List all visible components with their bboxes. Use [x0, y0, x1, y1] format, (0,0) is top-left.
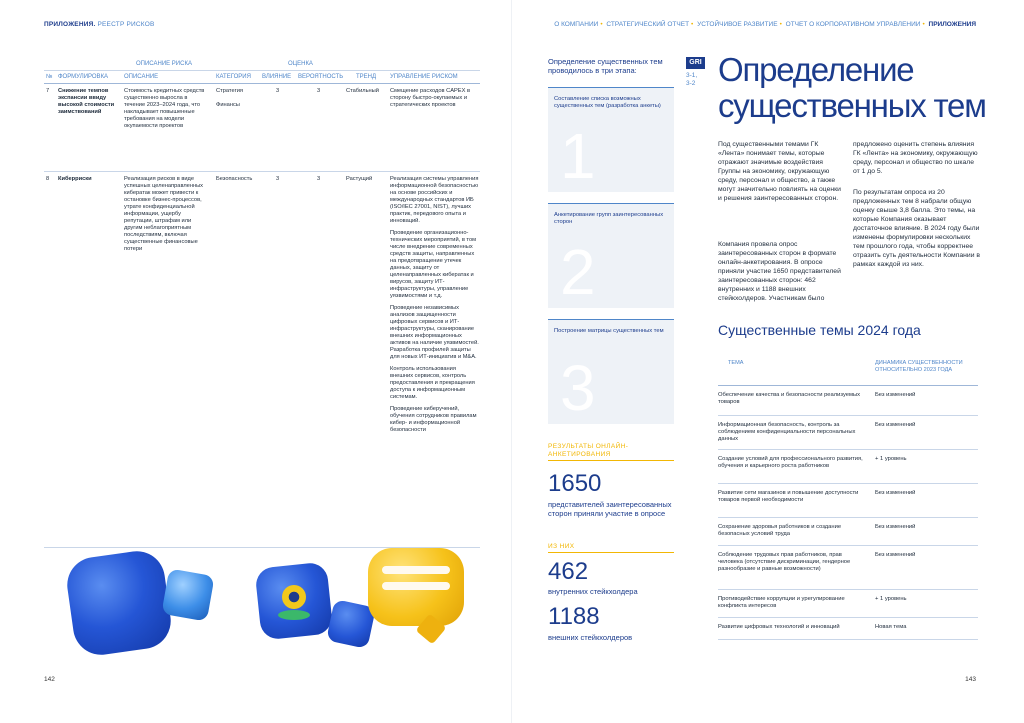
dynamics: Новая тема [875, 624, 907, 630]
topic: Развитие сети магазинов и повышение доступности товаров первой необходимости [718, 490, 859, 503]
nav-governance[interactable]: ОТЧЕТ О КОРПОРАТИВНОМ УПРАВЛЕНИИ [785, 21, 921, 28]
paragraph: Компания провела опрос заинтересованных сторон в формате онлайн-анкетирования. В опросе приняли участие 1650 представителей заинтересованных сторон: 462 внутренних и 1188 внешних стейкхолдеров. Участникам было [718, 241, 841, 302]
blue-cube-illustration [64, 548, 175, 659]
step-card [548, 87, 674, 192]
subsection-label: РЕЕСТР РИСКОВ [97, 21, 155, 28]
risk-trend: Растущий [346, 176, 373, 182]
dynamics: Без изменений [875, 490, 916, 496]
risk-trend: Стабильный [346, 88, 379, 94]
col-dynamics: ДИНАМИКА СУЩЕСТВЕННОСТИ ОТНОСИТЕЛЬНО 2023 ГОДА [875, 360, 963, 373]
col-formulation: ФОРМУЛИРОВКА [58, 74, 109, 80]
col-topic: ТЕМА [728, 360, 744, 366]
risk-description: Реализация рисков в виде успешных целенаправленных кибератак может привести к остановке бизнес-процессов, утрате конфиденциальной информации, ущербу репутации, штрафам или другим неблагоприятным последствиям, включая существенные финансовые потери [124, 176, 204, 252]
paragraph: Под существенными темами ГК «Лента» понимает темы, которые отражают значимые воздействия Группы на экономику, окружающую среду, персонал и общество, а также могут значительно повлиять на оценки и решения заинтересованных сторон. [718, 141, 841, 202]
external-caption: внешних стейкхолдеров [548, 633, 633, 642]
table-row [718, 590, 978, 618]
nav-appendices[interactable]: ПРИЛОЖЕНИЯ [928, 21, 976, 28]
topic: Противодействие коррупции и урегулирование конфликта интересов [718, 596, 845, 609]
group-description-header: ОПИСАНИЕ РИСКА [136, 61, 192, 67]
page-number: 142 [44, 676, 55, 683]
topic: Сохранение здоровья работников и создание безопасных условий труда [718, 524, 842, 537]
management-item: Проведение организационно-технических мероприятий, в том числе внедрение современных средств защиты, направленных на предотвращение утечек данных, защиту от целенаправленных кибератак и вирусов, защиту ИТ-инфраструктуры, управление уязвимостями и т.д. [390, 230, 477, 299]
risk-management [390, 88, 480, 114]
step-number: 1 [560, 120, 596, 192]
internal-value: 462 [548, 558, 589, 585]
risk-category: Стратегия Финансы [216, 88, 243, 108]
risk-formulation: Снижение темпов экспансии ввиду высокой стоимости заимствований [58, 88, 115, 115]
table-column-header [44, 71, 480, 84]
topic: Развитие цифровых технологий и инноваций [718, 624, 840, 630]
col-description: ОПИСАНИЕ [124, 74, 159, 80]
bubble-line [382, 566, 450, 574]
table-group-header [44, 58, 480, 71]
risk-category: Безопасность [216, 176, 253, 182]
management-item: Реализация системы управления информационной безопасностью на основе российских и международных стандартов ИБ (ISO/IEC 27001, NIST), лучших практик, передового опыта и инноваций. [390, 176, 479, 224]
management-item: Проведение киберучений, обучения сотрудников правилам кибер- и информационной безопасности [390, 406, 477, 433]
table-row [718, 416, 978, 450]
col-management: УПРАВЛЕНИЕ РИСКОМ [390, 74, 458, 80]
col-trend: ТРЕНД [356, 74, 377, 80]
paragraph: предложено оценить степень влияния ГК «Лента» на экономику, окружающую среду, персонал и общество по шкале от 1 до 5. [853, 141, 978, 175]
gri-badge: GRI [686, 57, 705, 69]
dynamics: Без изменений [875, 524, 916, 530]
management-item: Проведение независимых анализов защищенности цифровых сервисов и ИТ-инфраструктуры, сканирование внешних информационных активов на наличие уязвимостей. Разработка профилей защиты для новых ИТ-инициатив и M&A. [390, 305, 479, 360]
col-probability: ВЕРОЯТНОСТЬ [298, 74, 344, 80]
nav-about[interactable]: О КОМПАНИИ [554, 21, 599, 28]
dynamics: + 1 уровень [875, 456, 907, 462]
step-card [548, 319, 674, 424]
flower-icon [282, 585, 306, 609]
results-title: РЕЗУЛЬТАТЫ ОНЛАЙН-АНКЕТИРОВАНИЯ [548, 443, 629, 458]
management-item: Контроль использования внешних сервисов, контроль предоставления и прекращения доступа к информационным системам. [390, 366, 475, 400]
topic: Создание условий для профессионального развития, обучения и карьерного роста работников [718, 456, 863, 469]
risk-probability: 3 [317, 176, 321, 182]
page-title: Определение существенных тем [718, 51, 986, 124]
divider [548, 552, 674, 553]
risk-formulation: Киберриски [58, 176, 92, 182]
of-them-label: ИЗ НИХ [548, 543, 575, 550]
right-page [512, 0, 1024, 723]
table-row [718, 386, 978, 416]
dynamics: Без изменений [875, 392, 916, 398]
risk-register-table [44, 58, 480, 548]
step-label: Построение матрицы существенных тем [554, 328, 664, 334]
topic: Соблюдение трудовых прав работников, прав человека (отсутствие дискриминации, гендерное разнообразие и равные возможности) [718, 552, 851, 572]
topic: Обеспечение качества и безопасности реализуемых товаров [718, 392, 861, 405]
total-participants-value: 1650 [548, 470, 602, 497]
table-row [44, 84, 480, 172]
table-row [718, 450, 978, 484]
total-participants-caption: представителей заинтересованных сторон приняли участие в опросе [548, 500, 672, 518]
step-number: 2 [560, 236, 596, 308]
section-subtitle: Существенные темы 2024 года [718, 322, 921, 338]
risk-description: Стоимость кредитных средств существенно выросла в течение 2023–2024 года, что накладывает повышенные требования на модели окупаемости проектов [124, 88, 205, 129]
group-assessment-header: ОЦЕНКА [288, 61, 313, 67]
table-header [718, 356, 978, 386]
nav-sustainability[interactable]: УСТОЙЧИВОЕ РАЗВИТИЕ [697, 21, 778, 28]
divider [548, 460, 674, 461]
col-no: № [46, 74, 53, 80]
col-category: КАТЕГОРИЯ [216, 74, 251, 80]
risk-management [390, 176, 480, 439]
left-page-header [44, 21, 155, 28]
section-label: ПРИЛОЖЕНИЯ. [44, 21, 96, 28]
top-navigation: О КОМПАНИИ • СТРАТЕГИЧЕСКИЙ ОТЧЕТ • УСТОЙЧИВОЕ РАЗВИТИЕ • ОТЧЕТ О КОРПОРАТИВНОМ УПРАВЛЕНИИ • ПРИЛОЖЕНИЯ [554, 21, 976, 28]
topic: Информационная безопасность, контроль за соблюдением конфиденциальности персональных данных [718, 422, 856, 442]
step-number: 3 [560, 352, 596, 424]
col-influence: ВЛИЯНИЕ [262, 74, 292, 80]
nav-strategy[interactable]: СТРАТЕГИЧЕСКИЙ ОТЧЕТ [606, 21, 690, 28]
risk-influence: 3 [276, 88, 280, 94]
dynamics: Без изменений [875, 422, 916, 428]
material-topics-table [718, 356, 978, 640]
bubble-line [382, 582, 450, 590]
management-item: Смещение расходов CAPEX в сторону быстро-окупаемых и стратегических проектов [390, 88, 470, 108]
speech-bubble-illustration [368, 548, 464, 626]
dynamics: + 1 уровень [875, 596, 907, 602]
step-label: Анкетирование групп заинтересованных сторон [554, 212, 664, 225]
step-card [548, 203, 674, 308]
sidebar-intro: Определение существенных тем проводилось в три этапа: [548, 57, 663, 75]
light-blue-cube-illustration [161, 568, 214, 621]
row-number: 8 [46, 176, 50, 182]
dynamics: Без изменений [875, 552, 916, 558]
table-row [718, 546, 978, 590]
table-row [718, 484, 978, 518]
leaf-icon [278, 610, 310, 620]
paragraph: По результатам опроса из 20 предложенных тем 8 набрали общую оценку свыше 3,8 балла. Это темы, на которые Компания оказывает достаточное влияние. В 2024 году были изменены формулировки нескольких тем прошлого года, чтобы корректнее отразить суть деятельности Компании в рамках каждой из них. [853, 189, 980, 268]
gri-codes: 3-1, 3-2 [686, 72, 698, 87]
page-number: 143 [965, 676, 976, 683]
table-row [718, 618, 978, 640]
internal-caption: внутренних стейкхолдера [548, 587, 638, 596]
risk-influence: 3 [276, 176, 280, 182]
risk-probability: 3 [317, 88, 321, 94]
step-label: Составление списка возможных существенных тем (разработка анкеты) [554, 96, 661, 109]
row-number: 7 [46, 88, 50, 94]
table-row [718, 518, 978, 546]
external-value: 1188 [548, 603, 600, 630]
table-row [44, 172, 480, 548]
